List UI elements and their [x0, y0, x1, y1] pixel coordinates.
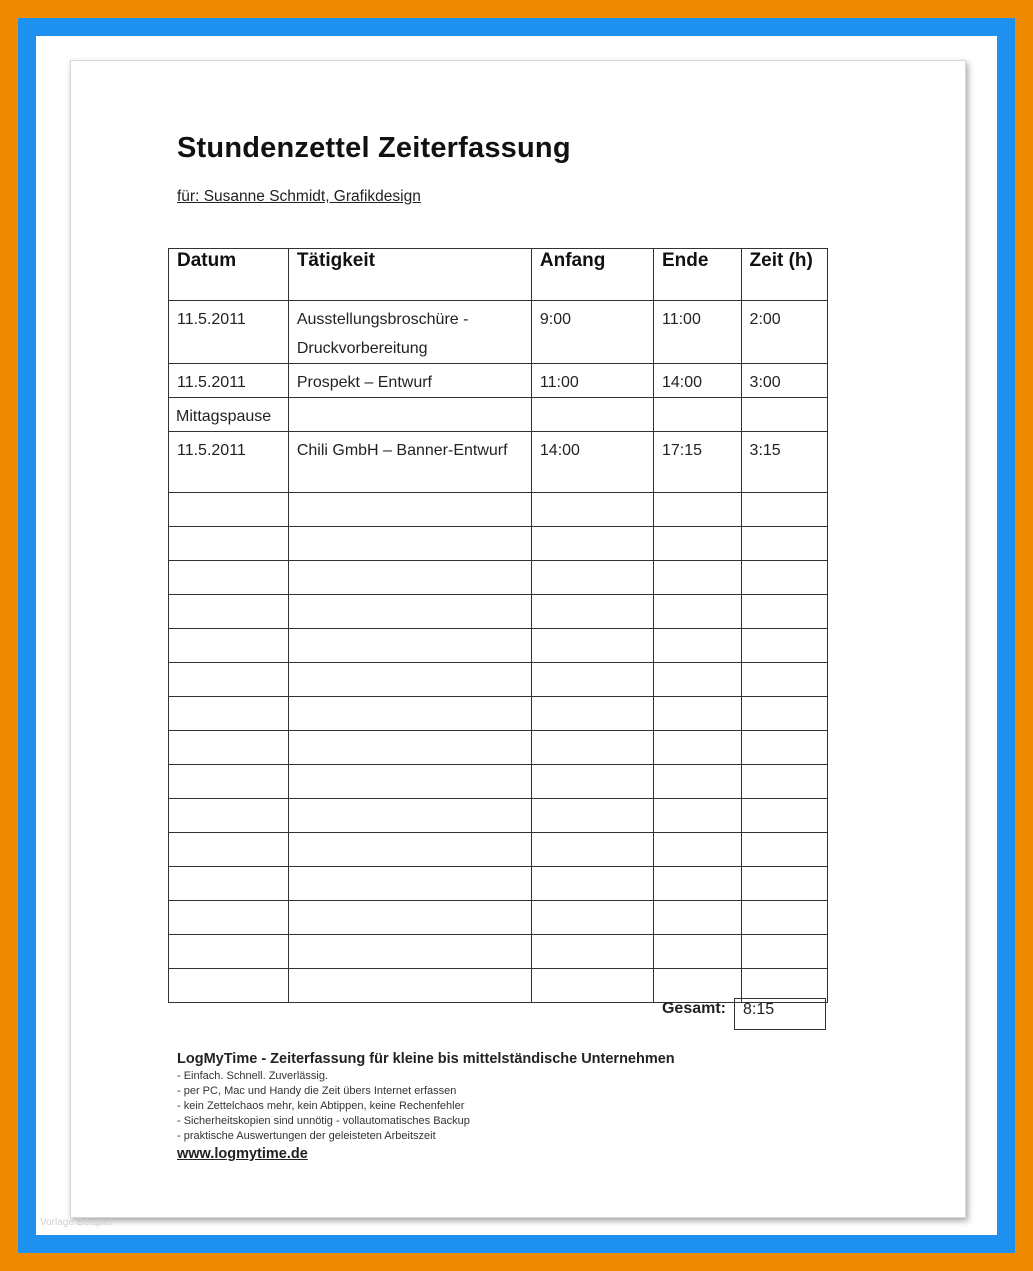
footer-heading: LogMyTime - Zeiterfassung für kleine bis mittelständische Unternehmen: [177, 1051, 675, 1067]
empty-cell[interactable]: [531, 867, 653, 901]
empty-cell[interactable]: [288, 493, 531, 527]
page-title: Stundenzettel Zeiterfassung: [177, 132, 571, 164]
cell-ende: 14:00: [654, 364, 742, 398]
empty-cell[interactable]: [288, 799, 531, 833]
empty-cell[interactable]: [531, 935, 653, 969]
empty-cell[interactable]: [741, 833, 827, 867]
empty-cell[interactable]: [741, 799, 827, 833]
empty-cell[interactable]: [169, 833, 289, 867]
empty-table-row: [169, 629, 828, 663]
column-header-anfang: Anfang: [531, 249, 653, 301]
empty-table-row: [169, 901, 828, 935]
empty-cell[interactable]: [654, 833, 742, 867]
cell-anfang: [531, 398, 653, 432]
column-header-datum: Datum: [169, 249, 289, 301]
empty-cell[interactable]: [288, 527, 531, 561]
empty-cell[interactable]: [654, 799, 742, 833]
cell-taetigkeit: [288, 398, 531, 432]
footer-line: - kein Zettelchaos mehr, kein Abtippen, keine Rechenfehler: [177, 1100, 465, 1112]
empty-table-row: [169, 867, 828, 901]
empty-cell[interactable]: [654, 629, 742, 663]
empty-cell[interactable]: [741, 629, 827, 663]
empty-cell[interactable]: [741, 935, 827, 969]
empty-table-row: [169, 833, 828, 867]
empty-cell[interactable]: [654, 935, 742, 969]
empty-cell[interactable]: [531, 697, 653, 731]
empty-table-row: [169, 561, 828, 595]
empty-cell[interactable]: [654, 527, 742, 561]
empty-cell[interactable]: [531, 833, 653, 867]
empty-table-row: [169, 697, 828, 731]
empty-cell[interactable]: [288, 595, 531, 629]
empty-cell[interactable]: [169, 765, 289, 799]
cell-zeit: 3:00: [741, 364, 827, 398]
empty-table-row: [169, 595, 828, 629]
empty-table-row: [169, 527, 828, 561]
empty-cell[interactable]: [169, 527, 289, 561]
empty-cell[interactable]: [654, 867, 742, 901]
empty-cell[interactable]: [741, 731, 827, 765]
footer-line: - per PC, Mac und Handy die Zeit übers Internet erfassen: [177, 1085, 457, 1097]
cell-taetigkeit: Ausstellungsbroschüre - Druckvorbereitung: [288, 301, 531, 364]
empty-cell[interactable]: [741, 527, 827, 561]
empty-cell[interactable]: [531, 731, 653, 765]
empty-table-row: [169, 731, 828, 765]
table-row: [169, 432, 828, 493]
empty-cell[interactable]: [531, 629, 653, 663]
document-subtitle: für: Susanne Schmidt, Grafikdesign: [177, 188, 421, 205]
table-row: [169, 301, 828, 364]
empty-cell[interactable]: [654, 493, 742, 527]
cell-anfang: 9:00: [531, 301, 653, 364]
empty-cell[interactable]: [169, 969, 289, 1003]
empty-cell[interactable]: [169, 935, 289, 969]
empty-cell[interactable]: [741, 697, 827, 731]
empty-cell[interactable]: [288, 833, 531, 867]
empty-cell[interactable]: [741, 765, 827, 799]
table-row: [169, 398, 828, 432]
footer-advert: [177, 1051, 675, 1162]
cell-datum: Mittagspause: [169, 398, 289, 432]
empty-cell[interactable]: [531, 561, 653, 595]
empty-cell[interactable]: [288, 765, 531, 799]
empty-table-row: [169, 935, 828, 969]
empty-cell[interactable]: [531, 663, 653, 697]
empty-cell[interactable]: [288, 561, 531, 595]
empty-table-row: [169, 663, 828, 697]
empty-cell[interactable]: [531, 765, 653, 799]
cell-datum: 11.5.2011: [169, 432, 289, 493]
empty-cell[interactable]: [654, 731, 742, 765]
empty-cell[interactable]: [741, 561, 827, 595]
column-header-ende: Ende: [654, 249, 742, 301]
cell-ende: [654, 398, 742, 432]
footer-line: - praktische Auswertungen der geleisteten Arbeitszeit: [177, 1130, 436, 1142]
empty-cell[interactable]: [741, 493, 827, 527]
empty-cell[interactable]: [169, 901, 289, 935]
total-label: Gesamt:: [661, 1000, 726, 1017]
cell-ende: 17:15: [654, 432, 742, 493]
empty-table-row: [169, 799, 828, 833]
empty-cell[interactable]: [654, 595, 742, 629]
empty-cell[interactable]: [654, 969, 742, 1003]
empty-cell[interactable]: [531, 799, 653, 833]
empty-cell[interactable]: [741, 595, 827, 629]
empty-cell[interactable]: [288, 663, 531, 697]
table-header-row: [169, 249, 828, 301]
cell-zeit: [741, 398, 827, 432]
empty-cell[interactable]: [169, 731, 289, 765]
empty-cell[interactable]: [288, 969, 531, 1003]
empty-cell[interactable]: [741, 663, 827, 697]
cell-anfang: 14:00: [531, 432, 653, 493]
empty-cell[interactable]: [531, 527, 653, 561]
empty-cell[interactable]: [169, 629, 289, 663]
empty-cell[interactable]: [288, 901, 531, 935]
empty-cell[interactable]: [288, 731, 531, 765]
empty-cell[interactable]: [288, 697, 531, 731]
empty-cell[interactable]: [288, 629, 531, 663]
empty-cell[interactable]: [531, 901, 653, 935]
footer-line: - Einfach. Schnell. Zuverlässig.: [177, 1070, 329, 1082]
empty-cell[interactable]: [531, 969, 653, 1003]
watermark-text: Vorlage Beispiel: [40, 1217, 112, 1228]
cell-taetigkeit: Prospekt – Entwurf: [288, 364, 531, 398]
empty-cell[interactable]: [169, 697, 289, 731]
empty-table-row: [169, 765, 828, 799]
empty-cell[interactable]: [654, 561, 742, 595]
empty-cell[interactable]: [654, 901, 742, 935]
cell-zeit: 3:15: [741, 432, 827, 493]
empty-cell[interactable]: [169, 663, 289, 697]
column-header-zeit: Zeit (h): [741, 249, 827, 301]
column-header-taetigkeit: Tätigkeit: [288, 249, 531, 301]
empty-cell[interactable]: [531, 493, 653, 527]
empty-cell[interactable]: [169, 867, 289, 901]
website-link[interactable]: www.logmytime.de: [177, 1146, 308, 1162]
total-value: 8:15: [734, 998, 826, 1030]
empty-cell[interactable]: [741, 901, 827, 935]
cell-anfang: 11:00: [531, 364, 653, 398]
empty-table-row: [169, 493, 828, 527]
table-row: [169, 364, 828, 398]
cell-ende: 11:00: [654, 301, 742, 364]
empty-cell[interactable]: [169, 595, 289, 629]
timesheet-table: [168, 248, 828, 1003]
empty-cell[interactable]: [169, 493, 289, 527]
empty-cell[interactable]: [654, 765, 742, 799]
empty-cell[interactable]: [288, 867, 531, 901]
empty-cell[interactable]: [169, 799, 289, 833]
empty-cell[interactable]: [741, 867, 827, 901]
cell-datum: 11.5.2011: [169, 364, 289, 398]
cell-taetigkeit: Chili GmbH – Banner-Entwurf: [288, 432, 531, 493]
footer-line: - Sicherheitskopien sind unnötig - vollautomatisches Backup: [177, 1115, 470, 1127]
empty-cell[interactable]: [288, 935, 531, 969]
empty-cell[interactable]: [531, 595, 653, 629]
empty-table-row: [169, 969, 828, 1003]
cell-datum: 11.5.2011: [169, 301, 289, 364]
empty-cell[interactable]: [654, 663, 742, 697]
cell-zeit: 2:00: [741, 301, 827, 364]
empty-cell[interactable]: [169, 561, 289, 595]
empty-cell[interactable]: [654, 697, 742, 731]
